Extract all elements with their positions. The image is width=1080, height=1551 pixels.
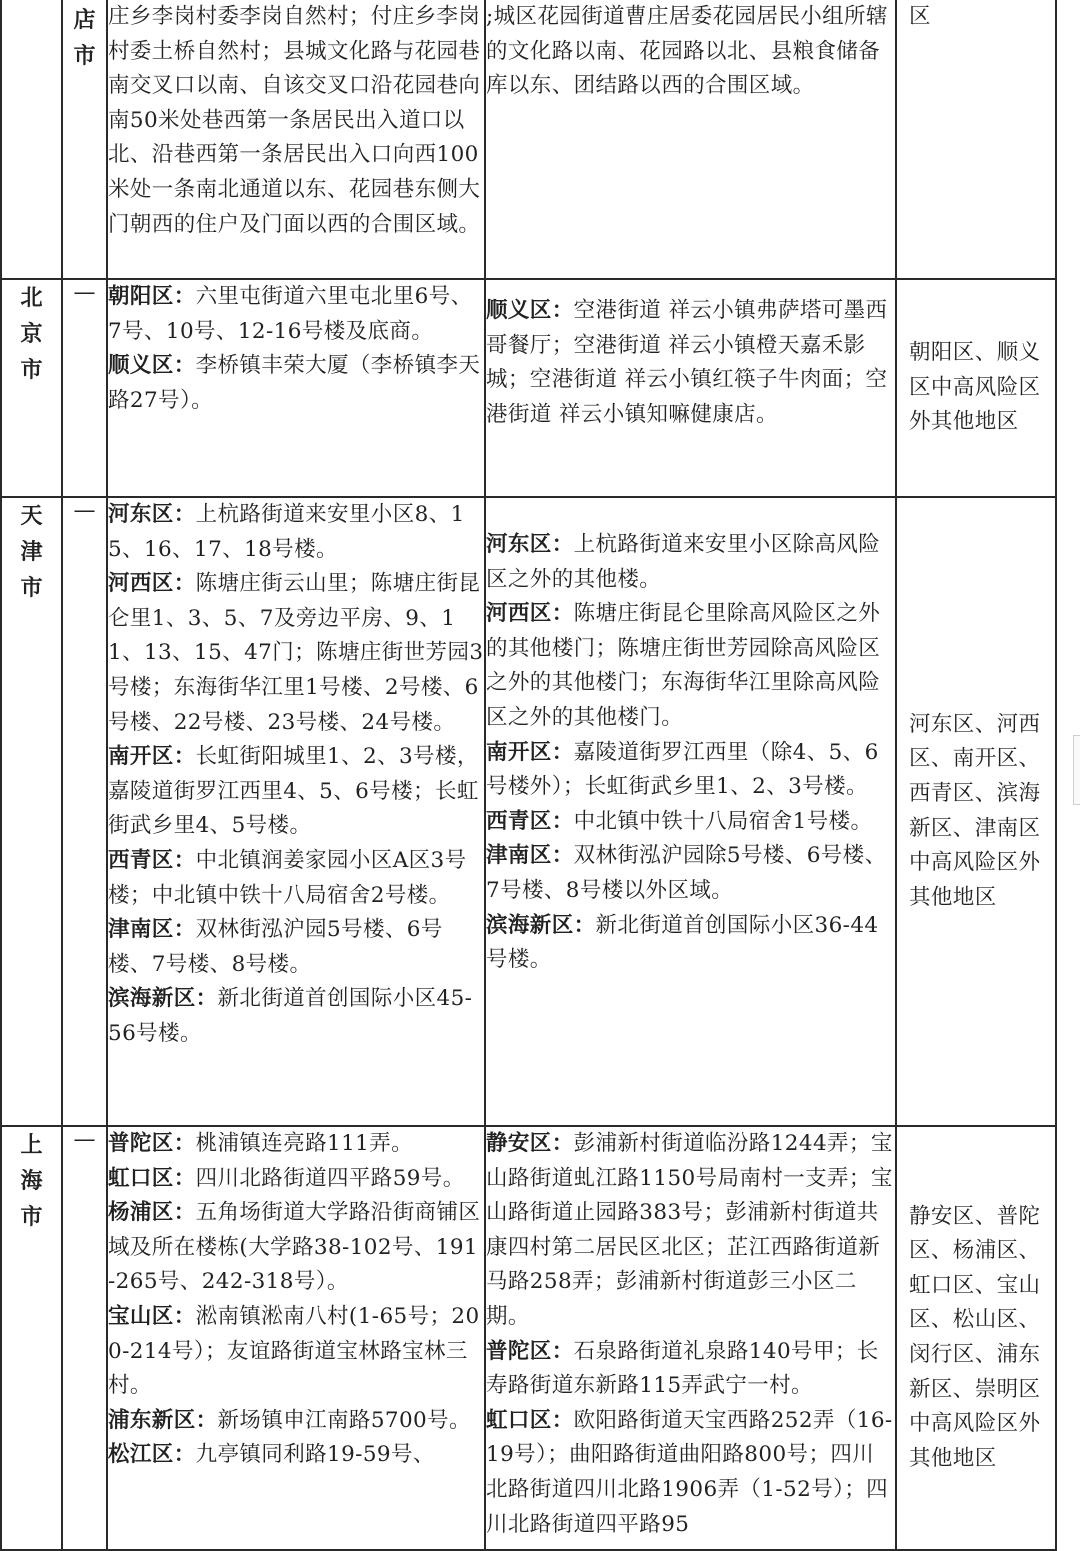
area-text: 中北镇中铁十八局宿舍1号楼。 (573, 808, 873, 834)
area-text: 石泉路街道礼泉路140号甲；长寿路街道东新路115弄武宁一村。 (486, 1338, 879, 1399)
area-text: ;城区花园街道曹庄居委花园居民小组所辖的文化路以南、花园路以北、县粮食储备库以东、团结路以西的合围区域。 (486, 4, 888, 99)
area-text: 陈塘庄街云山里；陈塘庄街昆仑里1、3、5、7及旁边平房、9、11、13、15、47门；陈塘庄街世芳园3号楼；东海街华江里1号楼、2号楼、6号楼、22号楼、23号楼、24号楼。 (108, 571, 484, 735)
area-text: 庄乡李岗村委李岗自然村；付庄乡李岗村委土桥自然村；县城文化路与花园巷南交叉口以南、自该交叉口沿花园巷向南50米处巷西第一条居民出入道口以北、沿巷西第一条居民出入口向西100米处一条南北通道以东、花园巷东侧大门朝西的住户及门面以西的合围区域。 (108, 4, 481, 237)
table-row (1, 497, 1056, 1126)
district-label: 顺义区： (108, 353, 196, 379)
area-text: 九亭镇同利路19-59号、 (195, 1442, 435, 1468)
district-label: 河东区： (108, 502, 196, 527)
province-cell (1, 1126, 62, 1550)
province-cell (1, 497, 62, 1126)
area-entry (108, 498, 484, 567)
area-text: 空港街道 祥云小镇弗萨塔可墨西哥餐厅；空港街道 祥云小镇橙天嘉禾影城；空港街道 祥云小镇红筷子牛肉面；空港街道 祥云小镇知嘛健康店。 (486, 298, 888, 427)
district-label: 松江区： (108, 1442, 196, 1468)
district-label: 南开区： (108, 744, 196, 770)
area-entry (108, 1300, 484, 1404)
area-entry (486, 805, 895, 840)
district-label: 滨海新区： (108, 986, 218, 1012)
high-risk-cell (107, 0, 485, 279)
district-label: 西青区： (108, 847, 196, 873)
high-risk-cell (107, 279, 485, 497)
district-label: 河西区： (108, 571, 196, 597)
medium-risk-cell (485, 0, 896, 279)
district-label: 津南区： (108, 917, 196, 943)
district-label: 普陀区： (486, 1338, 574, 1364)
area-text: 长虹街阳城里1、2、3号楼，嘉陵道街罗江西里4、5、6号楼；长虹街武乡里4、5号楼。 (108, 744, 479, 839)
area-entry (108, 1196, 484, 1300)
area-entry (486, 1404, 895, 1542)
city-name: — (73, 498, 96, 523)
area-entry (486, 736, 895, 805)
area-text: 淞南镇淞南八村(1-65号；200-214号）；友谊路街道宝林路宝林三村。 (108, 1303, 480, 1399)
city-cell (62, 497, 107, 1126)
province-name: 北京市 (20, 285, 43, 383)
province-name: 上海市 (20, 1132, 43, 1230)
scroll-handle[interactable] (1073, 735, 1080, 805)
district-label: 西青区： (486, 808, 574, 834)
province-cell (1, 279, 62, 497)
medium-risk-cell (485, 1126, 896, 1550)
district-label: 静安区： (486, 1131, 574, 1156)
area-entry (108, 567, 484, 740)
district-label: 朝阳区： (108, 284, 196, 309)
district-label: 河西区： (486, 601, 574, 627)
area-text: 新北街道首创国际小区45-56号楼。 (108, 986, 473, 1046)
city-cell (62, 279, 107, 497)
area-entry (486, 528, 895, 597)
area-text: 欧阳路街道天宝西路252弄（16-19号）；曲阳路街道曲阳路800号；四川北路街道四川北路1906弄（1-52号）；四川北路街道四平路95 (486, 1407, 893, 1537)
low-risk-text: 河东区、河西区、南开区、西青区、滨海新区、津南区中高风险区外其他地区 (909, 711, 1041, 910)
area-entry (108, 844, 484, 913)
area-entry (108, 913, 484, 982)
area-entry (486, 0, 895, 104)
area-text: 四川北路街道四平路59号。 (195, 1165, 465, 1191)
province-name: 天津市 (20, 503, 43, 601)
area-text: 陈塘庄街昆仑里除高风险区之外的其他楼门；陈塘庄街世芳园除高风险区之外的其他楼门；东海街华江里除高风险区之外的其他楼门。 (486, 601, 881, 730)
district-label: 浦东新区： (108, 1407, 218, 1433)
city-cell (62, 0, 107, 279)
area-entry (108, 1127, 484, 1162)
low-risk-cell (896, 1126, 1056, 1550)
area-text: 五角场街道大学路沿街商铺区域及所在楼栋(大学路38-102号、191-265号、242-318号）。 (108, 1200, 481, 1295)
area-text: 中北镇润姜家园小区A区3号楼；中北镇中铁十八局宿舍2号楼。 (108, 847, 467, 908)
area-entry (108, 0, 484, 242)
area-entry (108, 1162, 484, 1197)
low-risk-text: 区 (909, 4, 931, 29)
province-cell (1, 0, 62, 279)
area-text: 上杭路街道来安里小区除高风险区之外的其他楼。 (486, 532, 881, 592)
area-text: 彭浦新村街道临汾路1244弄；宝山路街道虬江路1150号局南村一支弄；宝山路街道止园路383号；彭浦新村街道共康四村第二居民区北区；芷江西路街道新马路258弄；彭浦新村街道彭三小区二期。 (486, 1131, 893, 1329)
low-risk-cell (896, 279, 1056, 497)
area-text: 新北街道首创国际小区36-44号楼。 (486, 912, 879, 973)
area-entry (486, 597, 895, 735)
district-label: 津南区： (486, 843, 574, 869)
area-text: 新场镇申江南路5700号。 (217, 1407, 471, 1433)
area-entry (108, 280, 484, 349)
area-entry (486, 839, 895, 908)
city-name: — (73, 280, 96, 305)
district-label: 河东区： (486, 532, 574, 557)
area-text: 嘉陵道街罗江西里（除4、5、6号楼外）；长虹街武乡里1、2、3号楼。 (486, 739, 879, 800)
district-label: 虹口区： (108, 1165, 196, 1191)
area-text: 桃浦镇连亮路111弄。 (195, 1131, 414, 1156)
area-entry (108, 740, 484, 844)
area-entry (108, 1404, 484, 1439)
medium-risk-cell (485, 279, 896, 497)
city-name: 店市 (73, 7, 96, 69)
city-cell (62, 1126, 107, 1550)
area-entry (108, 982, 484, 1051)
city-name: — (73, 1127, 96, 1152)
area-text: 李桥镇丰荣大厦（李桥镇李天路27号）。 (108, 353, 481, 413)
table-row (1, 279, 1056, 497)
high-risk-cell (107, 1126, 485, 1550)
district-label: 杨浦区： (108, 1200, 196, 1226)
area-text: 六里屯街道六里屯北里6号、7号、10号、12-16号楼及底商。 (108, 284, 473, 344)
area-text: 双林街泓沪园5号楼、6号楼、7号楼、8号楼。 (108, 917, 443, 977)
medium-risk-cell (485, 497, 896, 1126)
high-risk-cell (107, 497, 485, 1126)
area-text: 双林街泓沪园除5号楼、6号楼、7号楼、8号楼以外区域。 (486, 843, 887, 903)
area-entry (108, 1438, 484, 1473)
district-label: 顺义区： (486, 298, 574, 323)
district-label: 虹口区： (486, 1407, 574, 1433)
low-risk-text: 朝阳区、顺义区中高风险区外其他地区 (909, 340, 1041, 435)
area-entry (486, 1127, 895, 1335)
district-label: 普陀区： (108, 1131, 196, 1156)
area-text: 上杭路街道来安里小区8、15、16、17、18号楼。 (108, 502, 465, 562)
area-entry (486, 1335, 895, 1404)
area-entry (486, 909, 895, 978)
district-label: 宝山区： (108, 1303, 196, 1329)
area-entry (486, 294, 895, 432)
low-risk-cell (896, 497, 1056, 1126)
table-row (1, 1126, 1056, 1550)
low-risk-text: 静安区、普陀区、杨浦区、虹口区、宝山区、松山区、闵行区、浦东新区、崇明区中高风险区外其他地区 (909, 1203, 1041, 1471)
district-label: 滨海新区： (486, 912, 596, 938)
low-risk-cell (896, 0, 1056, 279)
district-label: 南开区： (486, 739, 574, 765)
area-entry (108, 349, 484, 418)
table-row (1, 0, 1056, 279)
